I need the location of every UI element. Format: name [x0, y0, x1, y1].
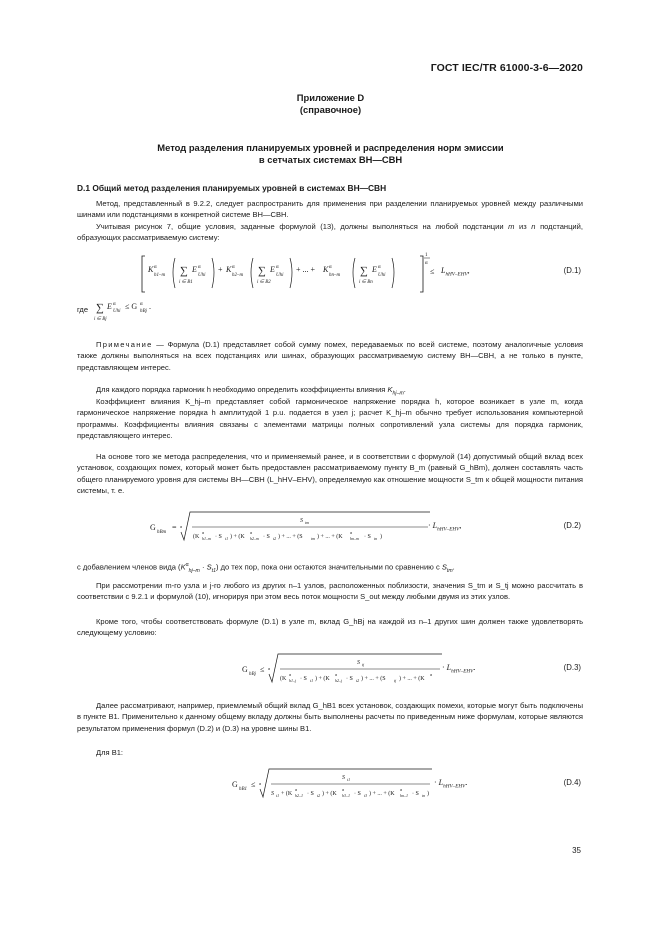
svg-text:· S: · S — [364, 534, 371, 540]
svg-text:E: E — [270, 265, 275, 274]
formula-d3-rhs: · $L_{hHV-EHV}$. — [442, 663, 476, 675]
svg-text:hBj: hBj — [249, 672, 256, 677]
svg-text:h3–1: h3–1 — [342, 793, 350, 798]
svg-text:) + (K: ) + (K — [315, 676, 330, 682]
svg-text:α: α — [335, 672, 338, 677]
svg-text:t2: t2 — [317, 793, 321, 798]
svg-text:) + ... + (S: ) + ... + (S — [278, 534, 303, 540]
svg-text:Uhi: Uhi — [113, 309, 121, 314]
svg-text:α: α — [232, 265, 235, 270]
svg-text:h1–j: h1–j — [289, 678, 297, 683]
paragraph-5: На основе того же метода распределения, что и применяемый ранее, и в соответствии с формулой (14) допустимый общий вклад всех установок, создающих помех, который может быть предоставлен рассматриваемому пункту B_m (равный G_hBm), должен составлять часть общего планируемого уровня для системы ВН—СВН (L_hHV–EHV), определяемую как отношение мощности S_tm к общей мощности питания системы, т. е. — [77, 452, 583, 495]
svg-text:∑: ∑ — [258, 265, 266, 277]
svg-text:G: G — [242, 665, 248, 674]
svg-text:+: + — [218, 265, 223, 274]
svg-text:t1: t1 — [347, 777, 351, 782]
svg-text:α: α — [202, 530, 205, 535]
equation-number-d2: (D.2) — [563, 521, 581, 530]
formula-d1 — [140, 252, 440, 296]
svg-text:.: . — [149, 302, 151, 311]
svg-text:S: S — [357, 660, 360, 666]
where-label: где — [77, 305, 89, 314]
equation-number-d1: (D.1) — [563, 266, 581, 275]
svg-text:) + ... + (K: ) + ... + (K — [317, 534, 343, 540]
svg-text:=: = — [172, 523, 177, 532]
svg-text:tm: tm — [305, 520, 309, 525]
svg-text:≤: ≤ — [260, 665, 265, 674]
svg-text:Uhi: Uhi — [378, 273, 386, 278]
equation-number-d4: (D.4) — [563, 778, 581, 787]
svg-text:t1: t1 — [276, 793, 280, 798]
svg-text:i ∈ B1: i ∈ B1 — [179, 280, 193, 285]
svg-text:α: α — [430, 672, 433, 677]
paragraph-10: Для B1: — [96, 748, 124, 757]
svg-text:E: E — [107, 302, 112, 311]
formula-d4-rhs: · $L_{hHV-EHV}$. — [434, 778, 468, 790]
svg-text:≤: ≤ — [251, 780, 256, 789]
svg-text:) + (K: ) + (K — [322, 791, 337, 797]
svg-text:i ∈ Bj: i ∈ Bj — [94, 317, 107, 322]
svg-text:G: G — [150, 523, 156, 532]
svg-text:hn–m: hn–m — [329, 273, 341, 278]
svg-text:) + ... + (K: ) + ... + (K — [399, 676, 425, 682]
svg-text:Uhi: Uhi — [276, 273, 284, 278]
paragraph-6: с добавлением членов вида $(K^\alpha_{hj-m} \cdot S_{t1})$ до тех пор, пока они остаются значительными по сравнению с $S_{tm}$. — [77, 562, 455, 575]
svg-text:α: α — [400, 787, 403, 792]
svg-text:· S: · S — [346, 676, 353, 682]
svg-text:hn–1: hn–1 — [400, 793, 408, 798]
svg-text:· S: · S — [412, 791, 419, 797]
svg-text:h2–m: h2–m — [250, 536, 259, 541]
svg-text:h1–m: h1–m — [154, 273, 166, 278]
svg-text:t2: t2 — [273, 536, 277, 541]
standard-code: ГОСТ IEC/TR 61000-3-6—2020 — [430, 62, 583, 74]
svg-text:h1–m: h1–m — [202, 536, 211, 541]
paragraph-2: Учитывая рисунок 7, общие условия, заданные формулой (13), должны выполняться на любой подстанции m из n подстанций, образующих рассматриваемую систему: — [77, 222, 583, 243]
svg-text:α: α — [113, 302, 116, 307]
svg-text:α: α — [329, 265, 332, 270]
page-number: 35 — [572, 846, 581, 855]
equation-number-d3: (D.3) — [563, 663, 581, 672]
svg-text:∑: ∑ — [96, 302, 104, 314]
svg-text:): ) — [380, 534, 382, 540]
svg-text:tm: tm — [311, 536, 315, 541]
svg-text:α: α — [342, 787, 345, 792]
svg-text:hn–m: hn–m — [350, 536, 359, 541]
svg-text:S: S — [342, 775, 345, 781]
svg-text:· S: · S — [215, 534, 222, 540]
svg-text:· S: · S — [307, 791, 314, 797]
svg-text:α: α — [295, 787, 298, 792]
svg-text:α: α — [276, 265, 279, 270]
svg-text:∑: ∑ — [180, 265, 188, 277]
svg-text:α: α — [425, 261, 428, 266]
formula-d3 — [242, 650, 442, 690]
title-line-2: в сетчатых системах ВН—СВН — [258, 154, 403, 165]
svg-text:S: S — [300, 518, 303, 524]
svg-text:hBm: hBm — [157, 530, 167, 535]
note-paragraph: Примечание — Формула (D.1) представляет собой сумму помех, передаваемых по всей системе, поэтому аналогичные условия также должны выполняться на всех подстанциях или шинах, образующих рассматриваемую систему ВН—СВН, а не только в пункте, представляющем интерес. — [77, 340, 583, 372]
where-formula — [96, 298, 166, 324]
svg-text:t2: t2 — [356, 678, 360, 683]
svg-text:tn: tn — [422, 793, 426, 798]
formula-d2 — [150, 508, 430, 548]
svg-text:α: α — [378, 265, 381, 270]
svg-text:hB1: hB1 — [239, 787, 248, 792]
svg-text:α: α — [198, 265, 201, 270]
svg-text:h2–m: h2–m — [232, 273, 244, 278]
svg-text:E: E — [372, 265, 377, 274]
svg-text:· S: · S — [354, 791, 361, 797]
svg-text:α: α — [140, 302, 143, 307]
svg-text:h2–j: h2–j — [335, 678, 343, 683]
svg-text:K: K — [148, 265, 154, 274]
svg-text:α: α — [250, 530, 253, 535]
svg-text:i ∈ Bn: i ∈ Bn — [359, 280, 373, 285]
svg-text:1: 1 — [425, 253, 428, 258]
svg-text:tn: tn — [374, 536, 378, 541]
svg-text:S: S — [271, 791, 274, 797]
formula-d1-rhs: $L_{hHV-EHV}$, — [441, 266, 470, 278]
svg-text:h2–1: h2–1 — [295, 793, 303, 798]
svg-text:· S: · S — [300, 676, 307, 682]
svg-text:E: E — [192, 265, 197, 274]
svg-text:α: α — [180, 524, 183, 529]
svg-text:∑: ∑ — [360, 265, 368, 277]
annex-subtitle: (справочное) — [299, 104, 362, 115]
svg-text:α: α — [259, 781, 262, 786]
svg-text:) + (K: ) + (K — [230, 534, 245, 540]
svg-text:α: α — [268, 666, 271, 671]
svg-text:): ) — [427, 791, 429, 797]
svg-text:t1: t1 — [310, 678, 314, 683]
svg-text:t1: t1 — [225, 536, 229, 541]
annex-title: Приложение D — [296, 92, 365, 103]
svg-text:Uhi: Uhi — [198, 273, 206, 278]
section-title: D.1 Общий метод разделения планируемых уровней в системах ВН—СВН — [77, 183, 387, 193]
svg-text:hBj: hBj — [140, 309, 147, 314]
paragraph-4: Коэффициент влияния K_hj–m представляет собой гармоническое напряжение порядка h, которое возникает в узле m, когда гармоническое напряжение порядка h амплитудой 1 p.u. подается в узел j; расчет K_hj–m обычно требует использования компьютерной программы. Коэффициенты влияния связаны с элементами матрицы полных сопротивлений узла системы для порядка гармоник, представляющего интерес. — [77, 397, 583, 440]
svg-text:(K: (K — [193, 534, 200, 540]
svg-text:) + ... + (K: ) + ... + (K — [369, 791, 395, 797]
svg-text:i ∈ B2: i ∈ B2 — [257, 280, 271, 285]
svg-text:α: α — [289, 672, 292, 677]
svg-text:G: G — [232, 780, 238, 789]
svg-text:t3: t3 — [364, 793, 368, 798]
svg-text:+ (K: + (K — [281, 791, 293, 797]
paragraph-3: Для каждого порядка гармоник h необходимо определить коэффициенты влияния $K_{hj-m}$. — [96, 385, 406, 397]
svg-text:+ ... +: + ... + — [296, 265, 316, 274]
svg-text:tj: tj — [394, 678, 397, 683]
paragraph-8: Кроме того, чтобы соответствовать формуле (D.1) в узле m, вклад G_hBj на каждой из n–1 других шин должен также удовлетворять следующему условию: — [77, 617, 583, 638]
svg-text:tj: tj — [362, 662, 365, 667]
formula-d4 — [232, 765, 432, 805]
svg-text:≤: ≤ — [430, 267, 435, 276]
svg-text:≤ G: ≤ G — [125, 302, 138, 311]
note-label: Примечание — [96, 340, 153, 349]
title-line-1: Метод разделения планируемых уровней и распределения норм эмиссии — [157, 142, 504, 153]
svg-text:· S: · S — [263, 534, 270, 540]
paragraph-1: Метод, представленный в 9.2.2, следует распространить для применения при разделении планируемых уровней между различными шинами или подстанциями в конкретной системе ВН—СВН. — [77, 199, 583, 220]
svg-text:α: α — [154, 265, 157, 270]
formula-d2-rhs: · $L_{hHV-EHV}$, — [428, 521, 462, 533]
svg-text:) + ... + (S: ) + ... + (S — [361, 676, 386, 682]
paragraph-9: Далее рассматривают, например, приемлемый общий вклад G_hB1 всех установок, создающих помехи, которые могут быть подключены в пункте B1. Применительно к данному общему вкладу должны быть выполнены расчеты по приведенным ниже формулам, которые являются результатом применения формул (D.2) и (D.3) на уровне шины B1. — [77, 701, 583, 733]
svg-text:α: α — [350, 530, 353, 535]
svg-text:K: K — [323, 265, 329, 274]
svg-text:K: K — [226, 265, 232, 274]
paragraph-7: При рассмотрении m-го узла и j-го любого из других n–1 узлов, расположенных поблизости, значения S_tm и S_tj можно рассчитать в соответствии с 9.2.1 и формулой (10), игнорируя при этом весь поток мощности S_out между любыми двумя из этих узлов. — [77, 581, 583, 602]
document-title — [0, 142, 661, 166]
annex-heading — [0, 92, 661, 116]
svg-text:(K: (K — [280, 676, 287, 682]
